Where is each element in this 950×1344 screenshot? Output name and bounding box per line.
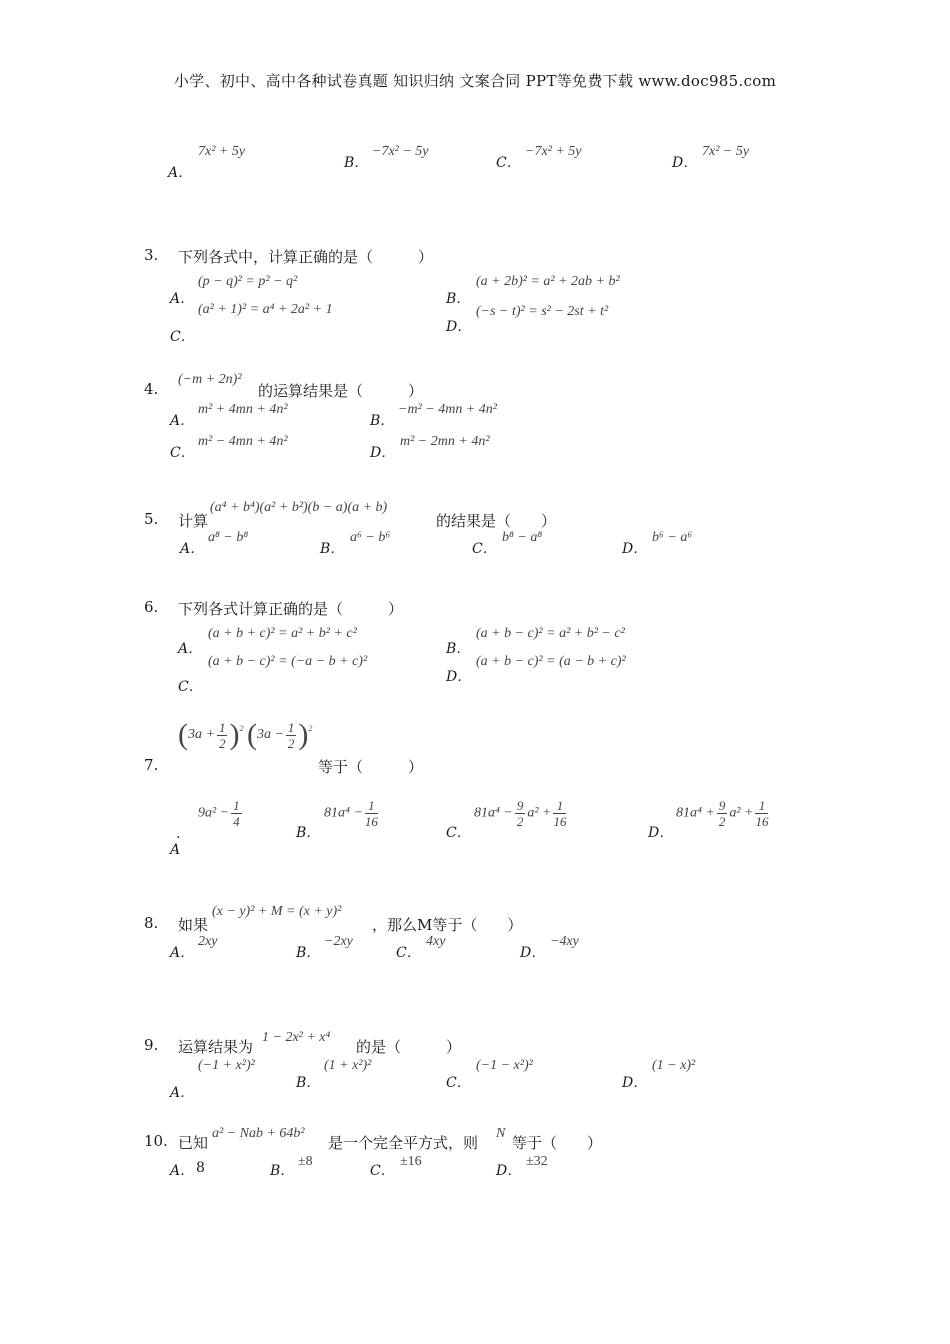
option-label-d: D． bbox=[520, 945, 546, 961]
option-label-d: D． bbox=[496, 1163, 522, 1179]
option-label-a: A bbox=[170, 842, 181, 858]
option-label-a: A． bbox=[170, 945, 195, 961]
option-label-c: C． bbox=[496, 155, 521, 171]
option-label-d: D． bbox=[446, 669, 472, 685]
option-label-b: B． bbox=[370, 413, 395, 429]
question-number: 7. bbox=[144, 756, 159, 774]
option-label-d: D． bbox=[370, 445, 396, 461]
question-prefix: 计算 bbox=[178, 512, 209, 530]
q4-option-d: m² − 2mn + 4n² bbox=[400, 434, 490, 449]
option-label-d: D． bbox=[672, 155, 698, 171]
q5-option-b: a⁶ − b⁶ bbox=[350, 530, 391, 545]
q3-option-b: (a + 2b)² = a² + 2ab + b² bbox=[476, 274, 620, 289]
question-number: 6. bbox=[144, 598, 159, 616]
question-number: 4. bbox=[144, 380, 159, 398]
option-label-c: C． bbox=[446, 825, 471, 841]
q6-option-b: (a + b − c)² = a² + b² − c² bbox=[476, 626, 625, 641]
question-stem: 等于（ ） bbox=[318, 758, 424, 776]
question-stem-end: 等于（ ） bbox=[512, 1134, 603, 1152]
q2-option-d: 7x² − 5y bbox=[702, 144, 750, 159]
question-number: 8. bbox=[144, 914, 159, 932]
option-label-a: A． bbox=[170, 1085, 195, 1101]
question-stem: 下列各式中，计算正确的是（ ） bbox=[178, 248, 434, 266]
question-stem: 的是（ ） bbox=[356, 1038, 462, 1056]
question-expression: (a⁴ + b⁴)(a² + b²)(b − a)(a + b) bbox=[210, 500, 388, 515]
option-label-d: D． bbox=[622, 1075, 648, 1091]
q7-option-c: 81a⁴ − $\frac{9}{2}$ a² + $\frac{1}{16}$ bbox=[474, 798, 567, 829]
option-label-c: C． bbox=[472, 541, 497, 557]
q10-option-d: ±32 bbox=[526, 1154, 548, 1169]
question-stem: 的运算结果是（ ） bbox=[258, 382, 424, 400]
q5-option-d: b⁶ − a⁶ bbox=[652, 530, 693, 545]
option-label-b: B． bbox=[296, 1075, 321, 1091]
question-number: 3. bbox=[144, 246, 159, 264]
question-expression: (−m + 2n)² bbox=[178, 372, 242, 387]
q10-option-b: ±8 bbox=[298, 1154, 313, 1169]
option-label-b: B． bbox=[320, 541, 345, 557]
option-label-b: B． bbox=[446, 291, 471, 307]
option-label-b: B． bbox=[296, 825, 321, 841]
option-label-c: C． bbox=[370, 1163, 395, 1179]
question-prefix: 已知 bbox=[178, 1134, 209, 1152]
question-expression: 1 − 2x² + x⁴ bbox=[262, 1030, 331, 1045]
option-label-c: C． bbox=[178, 679, 203, 695]
q3-option-d: (−s − t)² = s² − 2st + t² bbox=[476, 304, 609, 319]
option-label-a: A． bbox=[170, 413, 195, 429]
option-label-b: B． bbox=[344, 155, 369, 171]
q9-option-d: (1 − x)² bbox=[652, 1058, 696, 1073]
q10-option-c: ±16 bbox=[400, 1154, 422, 1169]
question-number: 5. bbox=[144, 510, 159, 528]
option-label-d: D． bbox=[446, 319, 472, 335]
question-stem: 是一个完全平方式，则 bbox=[328, 1134, 479, 1152]
q6-option-a: (a + b + c)² = a² + b² + c² bbox=[208, 626, 357, 641]
page-header: 小学、初中、高中各种试卷真题 知识归纳 文案合同 PPT等免费下载 www.doc985.com bbox=[173, 72, 777, 90]
question-prefix: 运算结果为 bbox=[178, 1038, 254, 1056]
option-label-a: A． bbox=[178, 641, 203, 657]
option-label-d: D． bbox=[622, 541, 648, 557]
question-expression: (3a + $\frac{1}{2}$ )$^2$ (3a − $\frac{1}{2}$ )$^2$ bbox=[178, 718, 313, 751]
option-label-d: D． bbox=[648, 825, 674, 841]
q5-option-c: b⁸ − a⁸ bbox=[502, 530, 543, 545]
option-label-a: A． bbox=[170, 291, 195, 307]
option-label-a: A． bbox=[168, 165, 193, 181]
q7-option-b: 81a⁴ − $\frac{1}{16}$ bbox=[324, 798, 378, 829]
q10-option-a: 8 bbox=[196, 1160, 205, 1176]
q2-option-c: −7x² + 5y bbox=[525, 144, 582, 159]
q8-option-c: 4xy bbox=[426, 934, 446, 949]
question-stem: ，那么M等于（ ） bbox=[372, 916, 523, 934]
variable-n: N bbox=[496, 1126, 506, 1141]
question-number: 9. bbox=[144, 1036, 159, 1054]
question-stem: 下列各式计算正确的是（ ） bbox=[178, 600, 404, 618]
option-label-c: C． bbox=[446, 1075, 471, 1091]
q9-option-a: (−1 + x²)² bbox=[198, 1058, 255, 1073]
option-label-b: B． bbox=[446, 641, 471, 657]
option-label-c: C． bbox=[396, 945, 421, 961]
option-label-b: B． bbox=[296, 945, 321, 961]
question-expression: a² − Nab + 64b² bbox=[212, 1126, 305, 1141]
question-stem: 的结果是（ ） bbox=[436, 512, 557, 530]
q7-option-d: 81a⁴ + $\frac{9}{2}$ a² + $\frac{1}{16}$ bbox=[676, 798, 769, 829]
q8-option-a: 2xy bbox=[198, 934, 218, 949]
q3-option-a: (p − q)² = p² − q² bbox=[198, 274, 298, 289]
q5-option-a: a⁸ − b⁸ bbox=[208, 530, 249, 545]
q2-option-b: −7x² − 5y bbox=[372, 144, 429, 159]
option-label-c: C． bbox=[170, 329, 195, 345]
q4-option-a: m² + 4mn + 4n² bbox=[198, 402, 288, 417]
option-label-a: A． bbox=[170, 1163, 195, 1179]
question-prefix: 如果 bbox=[178, 916, 209, 934]
q6-option-d: (a + b − c)² = (a − b + c)² bbox=[476, 654, 626, 669]
q6-option-c: (a + b − c)² = (−a − b + c)² bbox=[208, 654, 368, 669]
q2-option-a: 7x² + 5y bbox=[198, 144, 246, 159]
option-label-b: B． bbox=[270, 1163, 295, 1179]
q8-option-d: −4xy bbox=[550, 934, 579, 949]
question-number: 10. bbox=[144, 1132, 168, 1150]
q9-option-b: (1 + x²)² bbox=[324, 1058, 372, 1073]
option-label-a: A． bbox=[180, 541, 205, 557]
q7-option-a: 9a² − $\frac{1}{4}$ bbox=[198, 798, 240, 829]
q4-option-b: −m² − 4mn + 4n² bbox=[398, 402, 497, 417]
question-expression: (x − y)² + M = (x + y)² bbox=[212, 904, 342, 919]
q9-option-c: (−1 − x²)² bbox=[476, 1058, 533, 1073]
q8-option-b: −2xy bbox=[324, 934, 353, 949]
option-label-c: C． bbox=[170, 445, 195, 461]
q3-option-c: (a² + 1)² = a⁴ + 2a² + 1 bbox=[198, 302, 333, 317]
q4-option-c: m² − 4mn + 4n² bbox=[198, 434, 288, 449]
